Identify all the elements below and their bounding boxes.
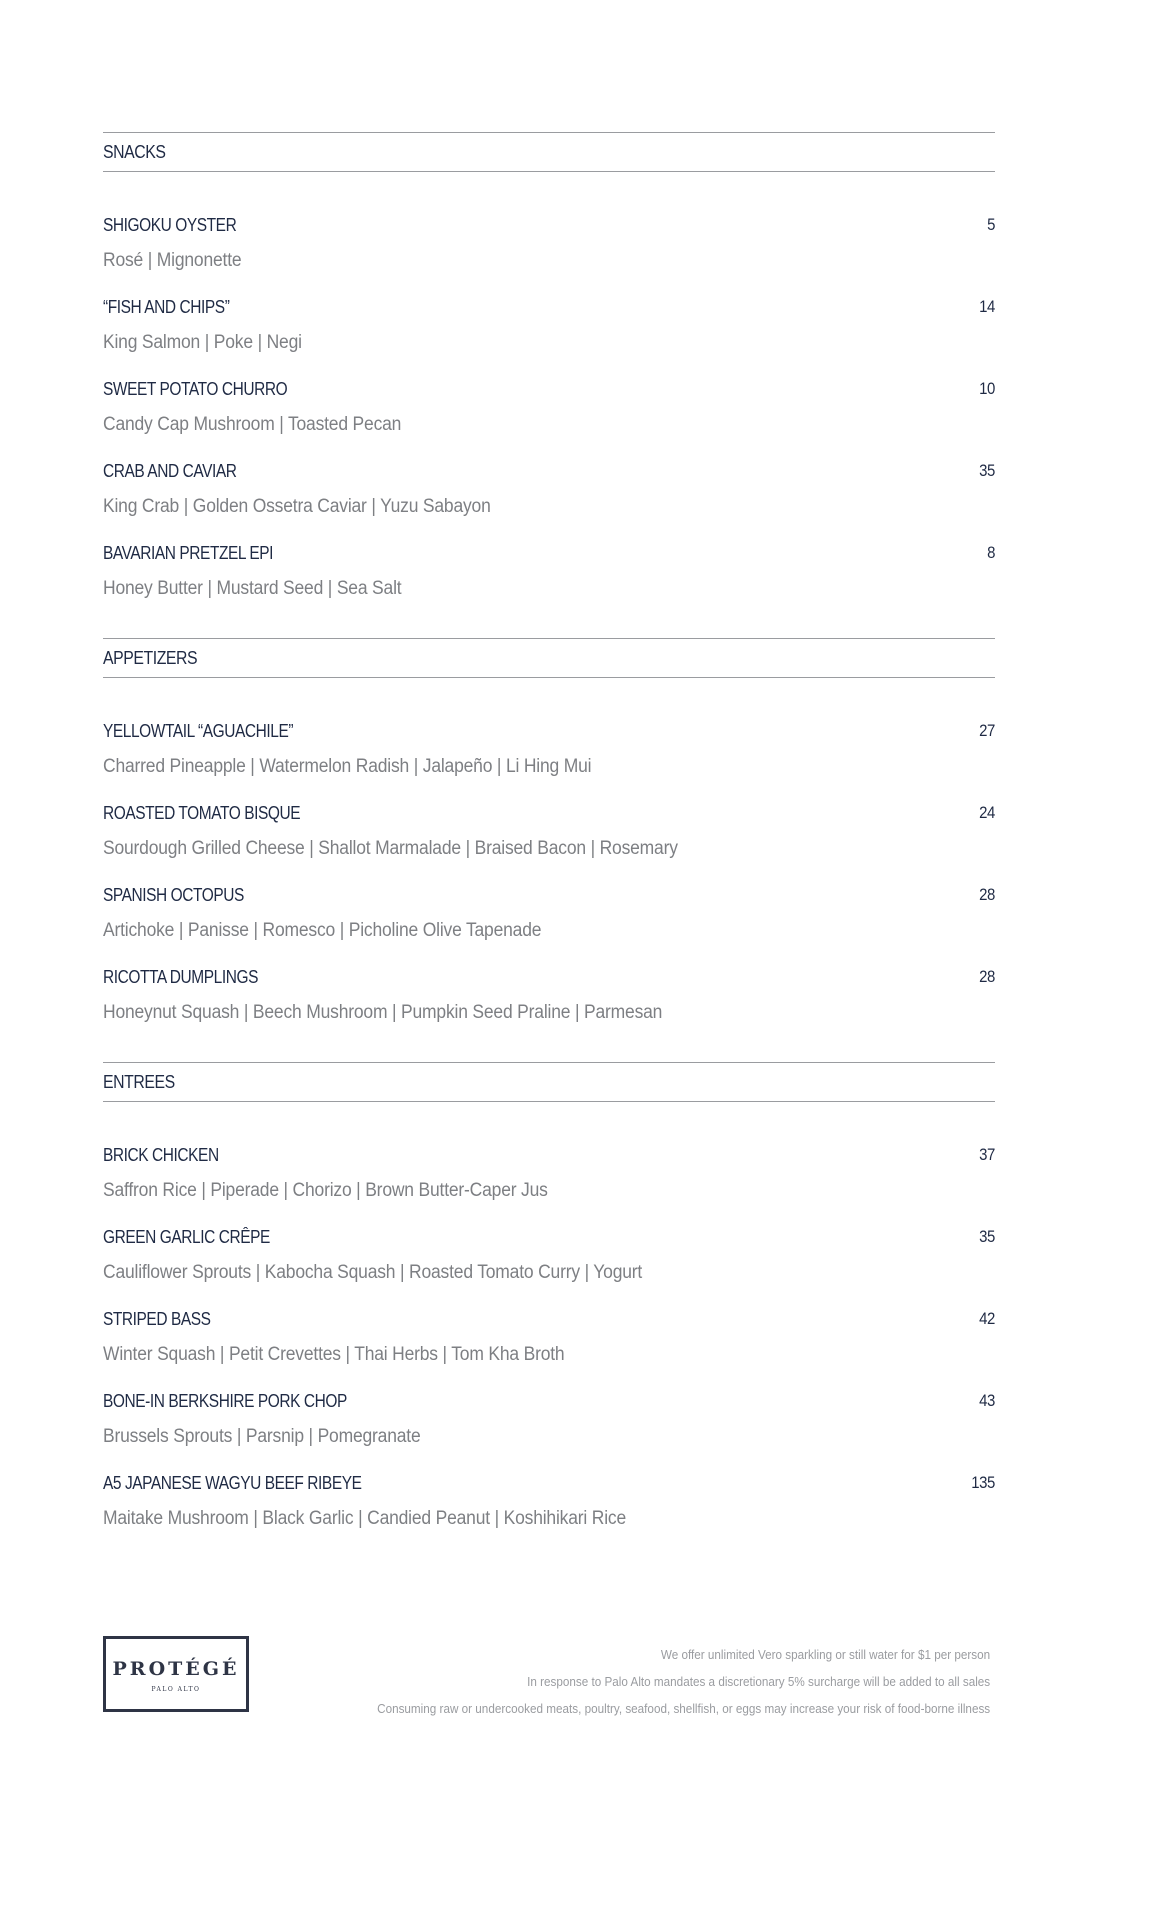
section-header — [103, 1062, 995, 1102]
item-price: 37 — [979, 1145, 995, 1164]
logo-location: PALO ALTO — [151, 1685, 201, 1693]
item-name: CRAB AND CAVIAR — [103, 460, 237, 481]
section-header — [103, 638, 995, 678]
item-name: ROASTED TOMATO BISQUE — [103, 802, 301, 823]
item-price: 28 — [979, 885, 995, 904]
item-price: 42 — [979, 1309, 995, 1328]
logo-name: PROTÉGÉ — [112, 1657, 240, 1680]
item-description: Maitake Mushroom | Black Garlic | Candied Peanut | Koshihikari Rice — [103, 1508, 627, 1529]
item-name: A5 JAPANESE WAGYU BEEF RIBEYE — [103, 1472, 362, 1493]
item-description: Winter Squash | Petit Crevettes | Thai Herbs | Tom Kha Broth — [103, 1344, 565, 1365]
section-appetizers — [103, 638, 995, 1046]
item-description: Brussels Sprouts | Parsnip | Pomegranate — [103, 1426, 421, 1447]
item-name: BAVARIAN PRETZEL EPI — [103, 542, 274, 563]
item-price: 14 — [979, 297, 995, 316]
restaurant-logo — [103, 1636, 249, 1712]
item-description: Sourdough Grilled Cheese | Shallot Marmalade | Braised Bacon | Rosemary — [103, 838, 678, 859]
menu-item — [103, 212, 995, 294]
item-description: King Crab | Golden Ossetra Caviar | Yuzu Sabayon — [103, 496, 491, 517]
menu-item — [103, 1388, 995, 1470]
item-name: GREEN GARLIC CRÊPE — [103, 1226, 270, 1247]
item-price: 43 — [979, 1391, 995, 1410]
menu-item — [103, 1306, 995, 1388]
item-description: Artichoke | Panisse | Romesco | Picholine Olive Tapenade — [103, 920, 542, 941]
menu-item — [103, 964, 995, 1046]
section-title: ENTREES — [103, 1071, 175, 1092]
menu-items-list — [103, 212, 995, 622]
item-name: SWEET POTATO CHURRO — [103, 378, 288, 399]
item-price: 10 — [979, 379, 995, 398]
menu-item — [103, 882, 995, 964]
menu-item — [103, 376, 995, 458]
item-description: Rosé | Mignonette — [103, 250, 242, 271]
item-name: SHIGOKU OYSTER — [103, 214, 237, 235]
menu-item — [103, 540, 995, 622]
item-description: Honey Butter | Mustard Seed | Sea Salt — [103, 578, 402, 599]
menu-item — [103, 1224, 995, 1306]
section-entrees — [103, 1062, 995, 1552]
item-price: 27 — [979, 721, 995, 740]
item-price: 35 — [979, 1227, 995, 1246]
menu-item — [103, 718, 995, 800]
item-name: SPANISH OCTOPUS — [103, 884, 244, 905]
section-header — [103, 132, 995, 172]
item-name: STRIPED BASS — [103, 1308, 211, 1329]
menu-item — [103, 1470, 995, 1552]
item-price: 28 — [979, 967, 995, 986]
item-description: Cauliflower Sprouts | Kabocha Squash | Roasted Tomato Curry | Yogurt — [103, 1262, 643, 1283]
footer-note-water: We offer unlimited Vero sparkling or still water for $1 per person — [660, 1647, 990, 1662]
footer-notes — [309, 1641, 990, 1722]
item-price: 8 — [987, 543, 995, 562]
item-name: BONE-IN BERKSHIRE PORK CHOP — [103, 1390, 347, 1411]
item-price: 24 — [979, 803, 995, 822]
section-title: APPETIZERS — [103, 647, 198, 668]
menu-item — [103, 294, 995, 376]
item-description: Saffron Rice | Piperade | Chorizo | Brown Butter-Caper Jus — [103, 1180, 548, 1201]
item-description: King Salmon | Poke | Negi — [103, 332, 302, 353]
menu-item — [103, 800, 995, 882]
item-name: YELLOWTAIL “AGUACHILE” — [103, 720, 294, 741]
footer-note-health-warning: Consuming raw or undercooked meats, poultry, seafood, shellfish, or eggs may increase your risk of food-borne illness — [376, 1701, 990, 1716]
item-price: 135 — [971, 1473, 995, 1492]
item-description: Honeynut Squash | Beech Mushroom | Pumpkin Seed Praline | Parmesan — [103, 1002, 663, 1023]
item-name: RICOTTA DUMPLINGS — [103, 966, 258, 987]
item-name: “FISH AND CHIPS” — [103, 296, 230, 317]
section-title: SNACKS — [103, 141, 166, 162]
section-snacks — [103, 132, 995, 622]
menu-item — [103, 458, 995, 540]
footer-note-surcharge: In response to Palo Alto mandates a discretionary 5% surcharge will be added to all sales — [526, 1674, 990, 1689]
menu-items-list — [103, 718, 995, 1046]
item-description: Candy Cap Mushroom | Toasted Pecan — [103, 414, 402, 435]
item-description: Charred Pineapple | Watermelon Radish | Jalapeño | Li Hing Mui — [103, 756, 592, 777]
item-price: 35 — [979, 461, 995, 480]
menu-item — [103, 1142, 995, 1224]
menu-items-list — [103, 1142, 995, 1552]
item-name: BRICK CHICKEN — [103, 1144, 219, 1165]
item-price: 5 — [987, 215, 995, 234]
